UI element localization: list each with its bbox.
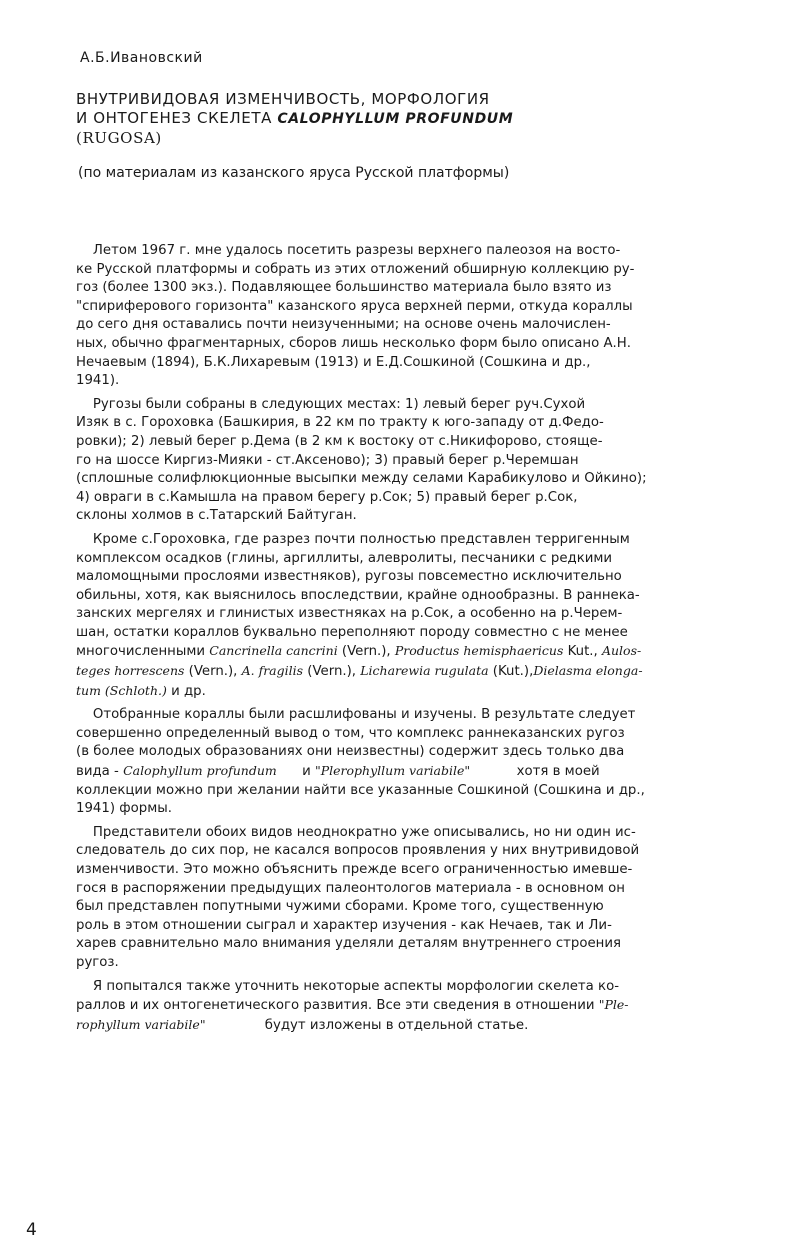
paragraph-3 bbox=[76, 531, 738, 701]
text-line: коллекции можно при желании найти все указанные Сошкиной (Сошкина и др., bbox=[76, 782, 645, 798]
text-line: многочисленными Cancrinella cancrini (Vern.), Productus hemisphaericus Kut., Aulos- bbox=[76, 643, 642, 660]
text-line: гоз (более 1300 экз.). Подавляющее большинство материала было взято из bbox=[76, 280, 612, 296]
species-name: rophyllum variabile" bbox=[76, 1016, 206, 1032]
text-line: 4) овраги в с.Камышла на правом берегу р.Сок; 5) правый берег р.Сок, bbox=[76, 489, 578, 505]
species-name: tum (Schloth.) bbox=[76, 682, 167, 698]
text-line: до сего дня оставались почти неизученными; на основе очень малочислен- bbox=[76, 317, 611, 333]
body-text bbox=[76, 242, 738, 1040]
text-line: совершенно определенный вывод о том, что комплекс раннеказанских ругоз bbox=[76, 725, 625, 741]
text-line: изменчивости. Это можно объяснить прежде всего ограниченностью имевше- bbox=[76, 862, 633, 877]
species-name: Calophyllum profundum bbox=[123, 763, 277, 779]
text-line: занских мергелях и глинистых известняках на р.Сок, а особенно на р.Черем- bbox=[76, 606, 623, 622]
title-line-3: (RUGOSA) bbox=[76, 129, 162, 147]
text-line: Летом 1967 г. мне удалось посетить разрезы верхнего палеозоя на восто- bbox=[76, 243, 621, 258]
title-line-2: И ОНТОГЕНЕЗ СКЕЛЕТА CALOPHYLLUM PROFUNDUM bbox=[76, 109, 514, 127]
species-name: Licharewia rugulata bbox=[360, 663, 489, 679]
paragraph-2 bbox=[76, 396, 738, 526]
species-name: "Ple- bbox=[598, 997, 629, 1013]
text-line: tum (Schloth.) и др. bbox=[76, 682, 206, 699]
text-line: "спириферового горизонта" казанского яруса верхней перми, откуда кораллы bbox=[76, 298, 633, 314]
text-line: rophyllum variabile" будут изложены в отдельной статье. bbox=[76, 1016, 529, 1033]
text-line: 1941). bbox=[76, 373, 120, 389]
text-line: был представлен попутными чужими сборами. Кроме того, существенную bbox=[76, 899, 604, 915]
text-line: Нечаевым (1894), Б.К.Лихаревым (1913) и Е.Д.Сошкиной (Сошкина и др., bbox=[76, 354, 591, 370]
text-line: роль в этом отношении сыграл и характер изучения - как Нечаев, так и Ли- bbox=[76, 917, 612, 933]
text-line: маломощными прослоями известняков), ругозы повсеместно исключительно bbox=[76, 569, 622, 585]
text-line: гося в распоряжении предыдущих палеонтологов материала - в основном он bbox=[76, 880, 625, 896]
text-line: ке Русской платформы и собрать из этих отложений обширную коллекцию ру- bbox=[76, 261, 635, 277]
text-line: Я попытался также уточнить некоторые аспекты морфологии скелета ко- bbox=[76, 978, 620, 994]
text-line: Ругозы были собраны в следующих местах: 1) левый берег руч.Сухой bbox=[76, 396, 586, 412]
article-subtitle: (по материалам из казанского яруса Русской платформы) bbox=[78, 165, 510, 181]
text-line: ругоз. bbox=[76, 954, 119, 970]
species-name: Cancrinella cancrini bbox=[209, 643, 338, 659]
text-line: следователь до сих пор, не касался вопросов проявления у них внутривидовой bbox=[76, 843, 640, 859]
paragraph-4 bbox=[76, 706, 738, 819]
species-name: A. fragilis bbox=[241, 663, 304, 679]
text-line: обильны, хотя, как выяснилось впоследствии, крайне однообразны. В раннека- bbox=[76, 587, 640, 603]
species-name: Dielasma elonga- bbox=[533, 663, 643, 679]
text-line: вида - Calophyllum profundum и "Plerophyllum variabile" хотя в моей bbox=[76, 763, 600, 780]
text-line: (в более молодых образованиях они неизвестны) содержит здесь только два bbox=[76, 744, 625, 760]
text-line: Кроме с.Гороховка, где разрез почти полностью представлен терригенным bbox=[76, 531, 630, 547]
text-line: Изяк в с. Гороховка (Башкирия, в 22 км по тракту к юго-западу от д.Федо- bbox=[76, 415, 604, 431]
text-line: 1941) формы. bbox=[76, 801, 172, 817]
text-line: раллов и их онтогенетического развития. Все эти сведения в отношении "Ple- bbox=[76, 997, 629, 1014]
text-line: (сплошные солифлюкционные высыпки между селами Карабикулово и Ойкино); bbox=[76, 471, 647, 487]
text-line: ровки); 2) левый берег р.Дема (в 2 км к востоку от с.Никифорово, стояще- bbox=[76, 433, 603, 449]
author-name: А.Б.Ивановский bbox=[80, 50, 203, 66]
species-name: teges horrescens bbox=[76, 663, 185, 679]
article-title bbox=[76, 90, 636, 148]
text-line: харев сравнительно мало внимания уделяли деталям внутреннего строения bbox=[76, 936, 622, 952]
text-line: комплексом осадков (глины, аргиллиты, алевролиты, песчаники с редкими bbox=[76, 550, 613, 566]
text-line: шан, остатки кораллов буквально переполняют породу совместно с не менее bbox=[76, 624, 628, 640]
text-line: Отобранные кораллы были расшлифованы и изучены. В результате следует bbox=[76, 707, 636, 723]
species-name: Aulos- bbox=[601, 643, 642, 659]
text-line: teges horrescens (Vern.), A. fragilis (Vern.), Licharewia rugulata (Kut.),Dielasma elonga- bbox=[76, 663, 643, 680]
text-line: склоны холмов в с.Татарский Байтуган. bbox=[76, 508, 357, 524]
title-species: CALOPHYLLUM PROFUNDUM bbox=[277, 111, 514, 127]
title-line-1: ВНУТРИВИДОВАЯ ИЗМЕНЧИВОСТЬ, МОРФОЛОГИЯ bbox=[76, 90, 490, 108]
paragraph-6 bbox=[76, 978, 738, 1036]
text-line: ных, обычно фрагментарных, сборов лишь несколько форм было описано А.Н. bbox=[76, 335, 631, 351]
species-name: Productus hemisphaericus bbox=[394, 643, 564, 659]
page-number: 4 bbox=[26, 1220, 37, 1240]
species-name: "Plerophyllum variabile" bbox=[314, 763, 471, 779]
text-line: го на шоссе Киргиз-Мияки - ст.Аксеново); 3) правый берег р.Черемшан bbox=[76, 452, 579, 468]
paragraph-1 bbox=[76, 242, 738, 391]
paragraph-5 bbox=[76, 824, 738, 973]
text-line: Представители обоих видов неоднократно уже описывались, но ни один ис- bbox=[76, 824, 636, 840]
